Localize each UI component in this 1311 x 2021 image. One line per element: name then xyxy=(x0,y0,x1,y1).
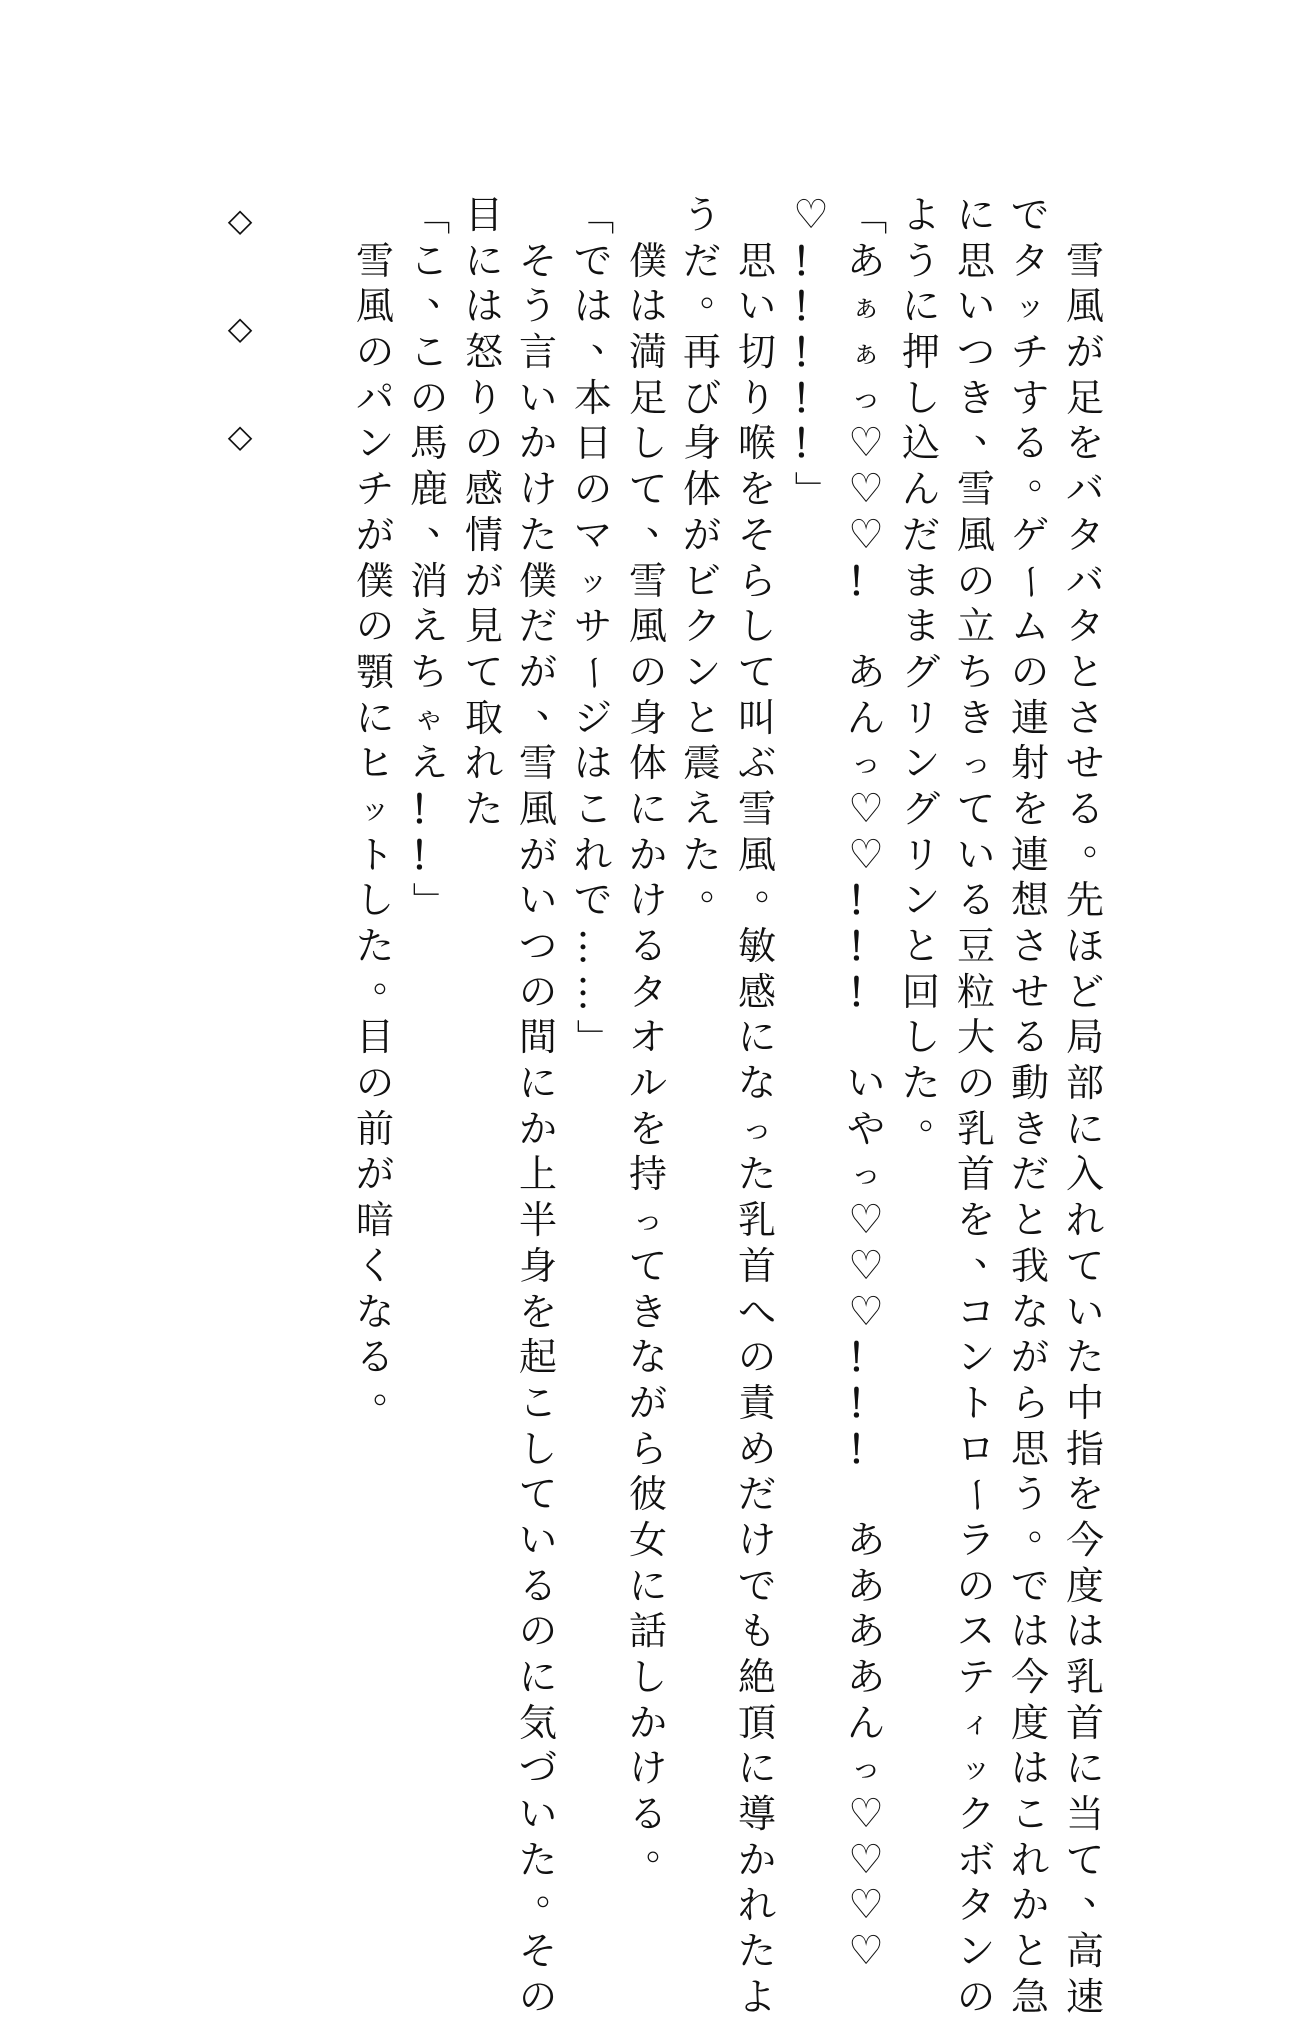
text-column: よ う に 押 し 込 ん だ ま ま グ リ ン グ リ ン と 回 し た 。 xyxy=(901,193,958,1137)
text-column: 雪 風 の パ ン チ が 僕 の 顎 に ヒ ッ ト し た 。 目 の 前 が 暗 く な る 。 xyxy=(355,238,412,1411)
text-column: う だ 。 再 び 身 体 が ビ ク ン と 震 え た 。 xyxy=(682,193,739,909)
text-column: 「 で は 、 本 日 の マ ッ サ ー ジ は こ れ で … … 」 xyxy=(571,196,630,1058)
text-column: で タ ッ チ す る 。 ゲ ー ム の 連 射 を 連 想 さ せ る 動 き だ と 我 な が ら 思 う 。 で は 今 度 は こ れ か と 急 xyxy=(1008,193,1067,2019)
text-column: 僕 は 満 足 し て 、 雪 風 の 身 体 に か け る タ オ ル を 持 っ て き な が ら 彼 女 に 話 し か け る 。 xyxy=(628,238,685,1868)
scene-break: ◇ ◇ ◇ xyxy=(227,201,253,455)
text-column: 思 い 切 り 喉 を そ ら し て 叫 ぶ 雪 風 。 敏 感 に な っ た 乳 首 へ の 責 め だ け で も 絶 頂 に 導 か れ た よ xyxy=(737,238,794,2019)
text-column: ♡ ！ ！ ！ ！ ！ 」 xyxy=(789,192,834,509)
text-column: 「 こ 、 こ の 馬 鹿 、 消 え ち ゃ え ！ ！ 」 xyxy=(407,196,466,921)
text-column: 雪 風 が 足 を バ タ バ タ と さ せ る 。 先 ほ ど 局 部 に 入 れ て い た 中 指 を 今 度 は 乳 首 に 当 て 、 高 速 xyxy=(1065,238,1122,2019)
text-column: そ う 言 い か け た 僕 だ が 、 雪 風 が い つ の 間 に か 上 半 身 を 起 こ し て い る の に 気 づ い た 。 そ の xyxy=(518,238,575,2019)
text-column: 目 に は 怒 り の 感 情 が 見 て 取 れ た xyxy=(464,193,503,831)
text-column: に 思 い つ き 、 雪 風 の 立 ち き っ て い る 豆 粒 大 の 乳 首 を 、 コ ン ト ロ ー ラ の ス テ ィ ッ ク ボ タ ン の xyxy=(954,193,1013,2019)
text-column: 「 あ ぁ ぁ っ ♡ ♡ ♡ ！ あ ん っ ♡ ♡ ！ ！ ！ い や っ ♡ ♡ ♡ ！ ！ ！ あ あ あ あ ん っ ♡ ♡ ♡ ♡ xyxy=(844,196,889,1975)
